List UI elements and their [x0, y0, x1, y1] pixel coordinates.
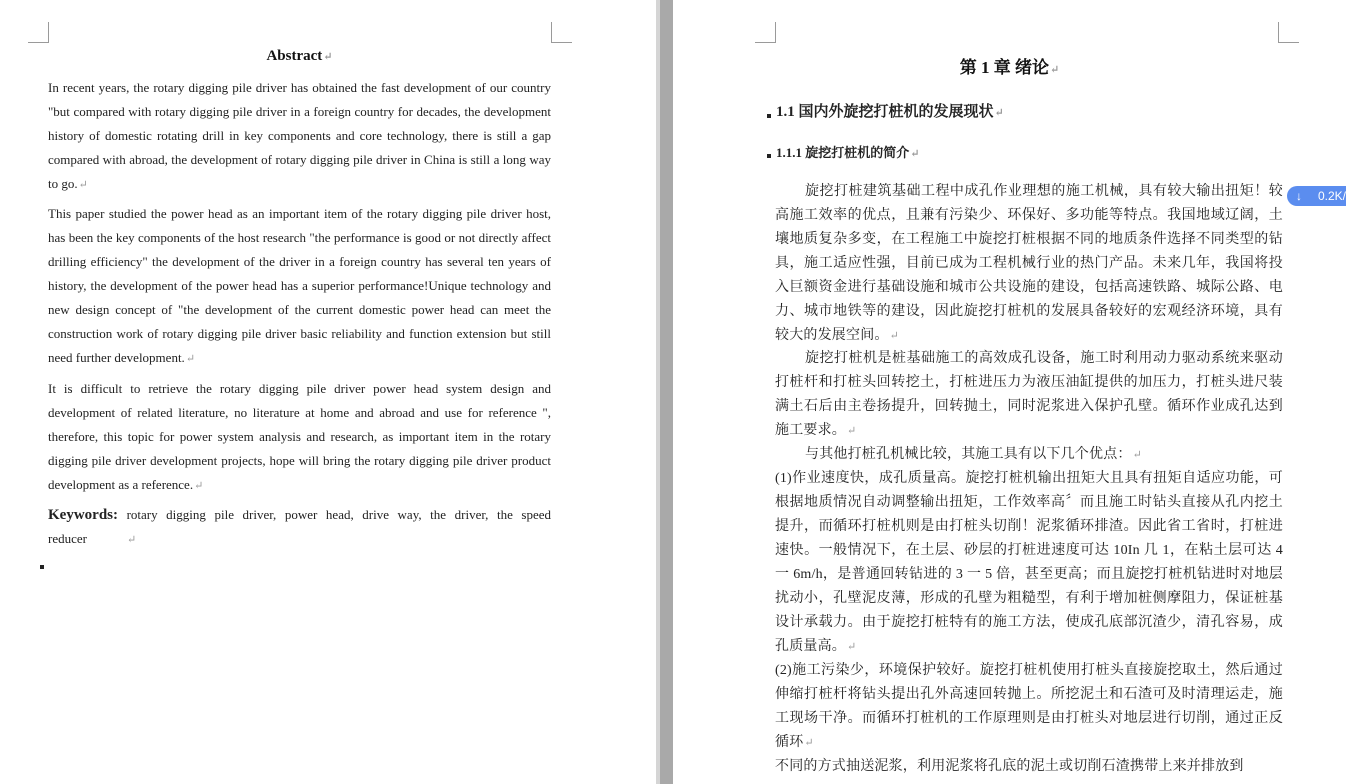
body-paragraph: 不同的方式抽送泥浆，利用泥浆将孔底的泥土或切削石渣携带上来并排放到	[775, 759, 1244, 774]
keywords-label: Keywords:	[48, 507, 118, 523]
section-heading: 1.1 国内外旋挖打桩机的发展现状↵	[776, 104, 1004, 120]
body-paragraph: 旋挖打桩机是桩基础施工的高效成孔设备，施工时利用动力驱动系统来驱动打桩杆和打桩头回转挖土，打桩进压力为液压油缸提供的加压力，打桩头进尺装满土石后由主卷扬提升，回转抛土，同时泥浆进入保护孔壁。循环作业成孔达到施工要求。↵	[775, 351, 1283, 438]
abstract-paragraph: This paper studied the power head as an important item of the rotary digging pile driver host, has been the key components of the host research "the performance is good or not directly affect drilling efficiency" the development of the driver in a foreign country has several ten years of history, the development of the power head has a superior performance!Unique technology and new design concept of "the development of the current domestic power head can meet the construction work of rotary digging pile driver basic reliability and function extension but still need further development.↵	[48, 206, 551, 365]
body-paragraph: (2)施工污染少，环境保护较好。旋挖打桩机使用打桩头直接旋挖取土，然后通过伸缩打桩杆将钻头提出孔外高速回转抛上。所挖泥土和石渣可及时清理运走，施工现场干净。而循环打桩机的工作原理则是由打桩头对地层进行切削，通过正反循环↵	[775, 663, 1283, 750]
body-paragraph: 旋挖打桩建筑基础工程中成孔作业理想的施工机械，具有较大输出扭矩！较高施工效率的优点，且兼有污染少、环保好、多功能等特点。我国地域辽阔，土壤地质复杂多变，在工程施工中旋挖打桩根据不同的地质条件选择不同类型的钻具，施工适应性强，目前已成为工程机械行业的热门产品。未来几年，我国将投入巨额资金进行基础设施和城市公共设施的建设，包括高速铁路、城际公路、电力、城市地铁等的建设，因此旋挖打桩机的发展具备较好的宏观经济环境，具有较大的发展空间。↵	[775, 184, 1283, 343]
download-arrow-icon: ↓	[1296, 189, 1302, 203]
page-gutter	[656, 0, 673, 784]
body-paragraph: (1)作业速度快，成孔质量高。旋挖打桩机输出扭矩大且具有扭矩自适应功能，可根据地质情况自动调整输出扭矩，工作效率高〞而且施工时钻头直接从孔内挖土提升，而循环打桩机则是由打桩头切削！泥浆循环排渣。因此省工省时，打桩进速快。一般情况下，在土层、砂层的打桩进速度可达 10In 几 1，在粘土层可达 4 一 6m/h，是普通回转钻进的 3 一 5 倍，甚至更高；而且旋挖打桩机钻进时对地层扰动小，孔壁泥皮薄，形成的孔壁为粗糙型，有利于增加桩侧摩阻力，保证桩基设计承载力。由于旋挖打桩特有的施工方法，使成孔底部沉渣少，清孔容易，成孔质量高。↵	[775, 471, 1283, 654]
keywords-paragraph: Keywords: rotary digging pile driver, power head, drive way, the driver, the speed reducer ↵	[48, 507, 552, 546]
chapter-title: 第 1 章 绪论↵	[959, 58, 1060, 77]
heading-marker	[767, 154, 771, 158]
body-paragraph: 与其他打桩孔机械比较，其施工具有以下几个优点：↵	[805, 447, 1143, 462]
page-corner-mark	[28, 22, 49, 43]
download-speed-badge[interactable]: ↓ 0.2K/	[1287, 186, 1346, 206]
abstract-title: Abstract↵	[266, 48, 333, 64]
keywords-text: rotary digging pile driver, power head, drive way, the driver, the speed reducer	[48, 507, 552, 546]
document-page-left	[0, 0, 656, 784]
heading-marker	[767, 114, 771, 118]
abstract-paragraph: It is difficult to retrieve the rotary digging pile driver power head system design and development of related literature, no literature at home and abroad and use for reference ", therefore, this topic for power system analysis and research, as important item in the rotary digging pile driver development projects, hope will bring the rotary digging pile driver product development as a reference.↵	[48, 381, 551, 492]
bullet-marker	[40, 565, 44, 569]
page-corner-mark	[551, 22, 572, 43]
page-corner-mark	[1278, 22, 1299, 43]
subsection-heading: 1.1.1 旋挖打桩机的简介↵	[776, 145, 920, 160]
page-corner-mark	[755, 22, 776, 43]
abstract-paragraph: In recent years, the rotary digging pile driver has obtained the fast development of our country "but compared with rotary digging pile driver in a foreign country for decades, the development history of domestic rotating drill in key components and core technology, there is still a gap compared with abroad, the development of rotary digging pile driver in China is still a long way to go.↵	[48, 80, 551, 191]
